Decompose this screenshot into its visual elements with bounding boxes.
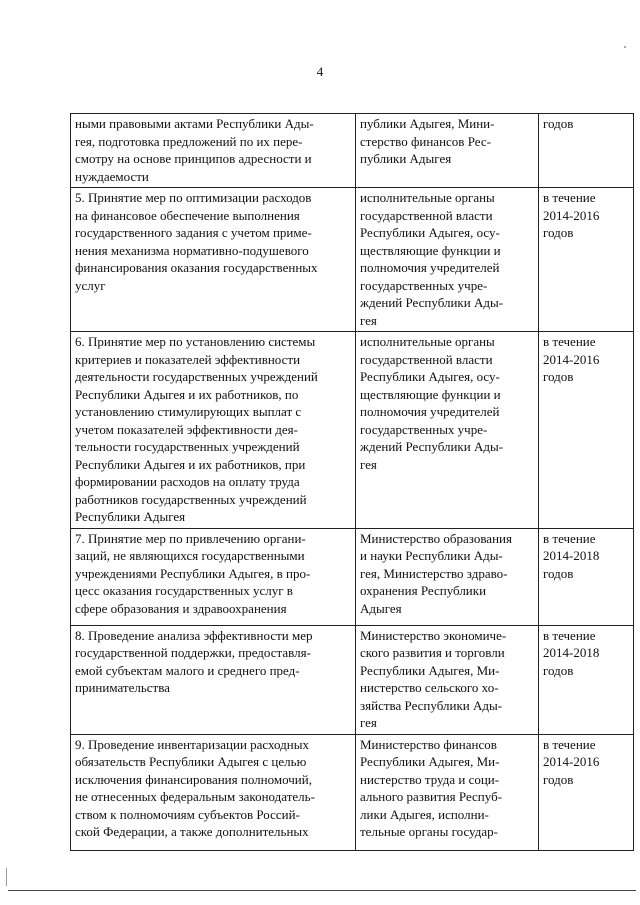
- measure-cell: 9. Проведение инвентаризации расходных обязательств Республики Адыгея с целью исключения финансирования полномочий, не отнесенных федеральным законодатель- ством к полномочиям субъектов Россий- ской Федерации, а также дополнительных: [71, 734, 356, 850]
- responsible-cell: публики Адыгея, Мини- стерство финансов Рес- публики Адыгея: [356, 114, 539, 188]
- responsible-cell: Министерство финансов Республики Адыгея, Ми- нистерство труда и соци- ального развития Респуб- лики Адыгея, исполни- тельные органы государ-: [356, 734, 539, 850]
- responsible-cell: Министерство образования и науки Республики Ады- гея, Министерство здраво- охранения Республики Адыгея: [356, 528, 539, 625]
- deadline-cell: в течение 2014-2016 годов: [539, 188, 634, 332]
- table-row: [71, 625, 634, 734]
- measures-table: [70, 113, 634, 851]
- deadline-cell: в течение 2014-2018 годов: [539, 528, 634, 625]
- measure-cell: 8. Проведение анализа эффективности мер государственной поддержки, предоставля- емой субъектам малого и среднего пред- принимательства: [71, 625, 356, 734]
- measure-cell: 5. Принятие мер по оптимизации расходов на финансовое обеспечение выполнения государственного задания с учетом приме- нения механизма нормативно-подушевого финансирования оказания государственных услуг: [71, 188, 356, 332]
- responsible-cell: Министерство экономиче- ского развития и торговли Республики Адыгея, Ми- нистерство сельского хо- зяйства Республики Ады- гея: [356, 625, 539, 734]
- scan-edge-mark: [6, 868, 7, 886]
- table-row: [71, 528, 634, 625]
- deadline-cell: в течение 2014-2016 годов: [539, 734, 634, 850]
- measure-cell: ными правовыми актами Республики Ады- гея, подготовка предложений по их пере- смотру на основе принципов адресности и нуждаемости: [71, 114, 356, 188]
- deadline-cell: в течение 2014-2018 годов: [539, 625, 634, 734]
- measure-cell: 6. Принятие мер по установлению системы критериев и показателей эффективности деятельности государственных учреждений Республики Адыгея и их работников, по установлению стимулирующих выплат с учетом показателей эффективности дея- тельности государственных учреждений Республики Адыгея и их работников, при формировании расходов на оплату труда работников государственных учреждений Республики Адыгея: [71, 332, 356, 529]
- measure-cell: 7. Принятие мер по привлечению органи- заций, не являющихся государственными учреждениями Республики Адыгея, в про- цесс оказания государственных услуг в сфере образования и здравоохранения: [71, 528, 356, 625]
- table-row: [71, 114, 634, 188]
- deadline-cell: годов: [539, 114, 634, 188]
- scan-speck: [624, 46, 626, 48]
- deadline-cell: в течение 2014-2016 годов: [539, 332, 634, 529]
- responsible-cell: исполнительные органы государственной власти Республики Адыгея, осу- ществляющие функции и полномочия учредителей государственных учре- ждений Республики Ады- гея: [356, 188, 539, 332]
- page-number: 4: [316, 64, 324, 79]
- table-row: [71, 734, 634, 850]
- table-row: [71, 188, 634, 332]
- table-row: [71, 332, 634, 529]
- responsible-cell: исполнительные органы государственной власти Республики Адыгея, осу- ществляющие функции и полномочия учредителей государственных учре- ждений Республики Ады- гея: [356, 332, 539, 529]
- scan-bottom-edge: [8, 890, 636, 891]
